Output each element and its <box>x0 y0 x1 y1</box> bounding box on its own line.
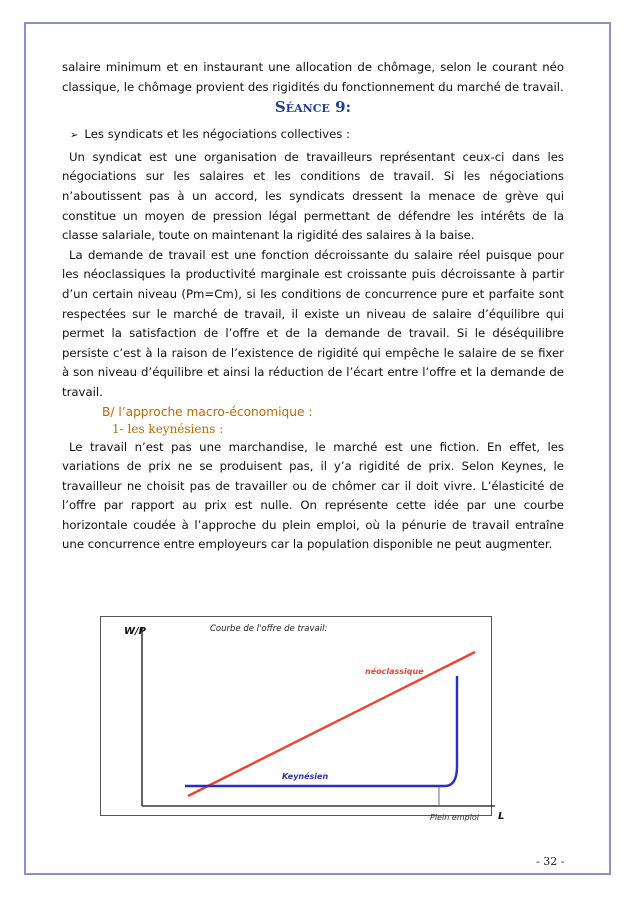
series-label-neoclassique: néoclassique <box>365 667 424 676</box>
intro-paragraph: salaire minimum et en instaurant une allocation de chômage, selon le courant néo classique, le chômage provient des rigidités du fonctionnement du marché de travail. <box>62 60 564 94</box>
x-axis-label: L <box>498 811 505 822</box>
bullet-item <box>70 125 564 146</box>
y-axis-label: W/P <box>124 626 147 637</box>
page-number: - 32 - <box>536 855 565 868</box>
bullet-text: Les syndicats et les négociations collectives : <box>84 127 351 142</box>
plein-emploi-label: Plein emploi <box>430 813 479 822</box>
series-label-keynesien: Keynésien <box>282 772 329 781</box>
chart-title: Courbe de l'offre de travail: <box>210 624 328 634</box>
syndicat-paragraph: Un syndicat est une organisation de travailleurs représentant ceux-ci dans les négociations sur les salaires et les conditions de travail. Si les négociations n’aboutissent pas à un accord, les syndicats dressent la menace de grève qui constitue un moyen de pression légal permettant de défendre les intérêts de la classe salariale, toute on maintenant la rigidité des salaires à la baise. <box>62 149 564 243</box>
keynes-paragraph: Le travail n’est pas une marchandise, le marché est une fiction. En effet, les variations de prix ne se produisent pas, il y’a rigidité de prix. Selon Keynes, le travailleur ne choisit pas de travailler ou de chômer car il doit vivre. L’élasticité de l’offre par rapport au prix est nulle. On représente cette idée par une courbe horizontale coudée à l’approche du plein emploi, où la pénurie de travail entraîne une concurrence entre employeurs car la population disponible ne peut augmenter. <box>62 439 564 552</box>
subheading-macro: B/ l’approche macro-économique : <box>102 404 313 419</box>
labor-supply-chart <box>100 616 505 822</box>
subheading-keynesiens: 1- les keynésiens : <box>112 421 224 436</box>
section-heading: Séance 9: <box>274 98 352 117</box>
document-body <box>62 58 564 555</box>
arrow-bullet-icon: ➢ <box>70 130 79 142</box>
demande-paragraph: La demande de travail est une fonction décroissante du salaire réel puisque pour les néoclassiques la productivité marginale est croissante puis décroissante à partir d’un certain niveau (Pm=Cm), si les conditions de concurrence pure et parfaite sont respectées sur le marché de travail, il existe un niveau de salaire d’équilibre qui permet la satisfaction de l’offre et de la demande de travail. Si le déséquilibre persiste c’est à la raison de l’existence de rigidité qui empêche le salaire de se fixer à son niveau d’équilibre et ainsi la réduction de l’écart entre l’offre et la demande de travail. <box>62 247 564 399</box>
